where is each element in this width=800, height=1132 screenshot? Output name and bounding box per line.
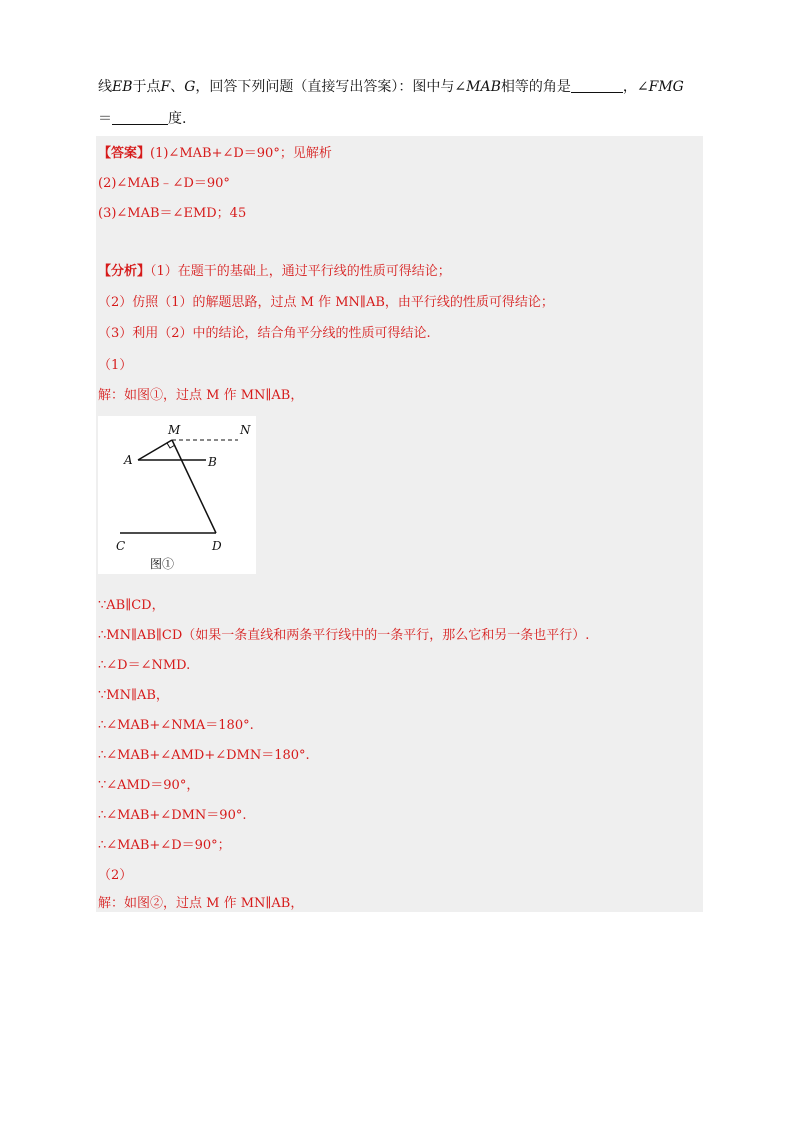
solution-1-intro: 解：如图①，过点 M 作 MN∥AB，	[98, 388, 304, 403]
geometry-diagram	[98, 416, 256, 574]
proof-line-1: ∵AB∥CD，	[98, 598, 165, 613]
label-d: D	[212, 539, 222, 553]
analysis-line-1	[98, 260, 451, 279]
answer-line-1	[98, 142, 332, 161]
answer-box	[96, 136, 703, 912]
label-a: A	[124, 453, 133, 467]
question-text: ，∠	[622, 79, 649, 95]
proof-line-9: ∴∠MAB+∠D＝90°；	[98, 838, 231, 853]
question-text: ＝	[98, 111, 112, 127]
question-text: 、	[170, 79, 185, 95]
question-line-1	[98, 76, 684, 96]
question-text: 度.	[168, 111, 187, 127]
proof-line-6: ∴∠MAB+∠AMD+∠DMN＝180°.	[98, 748, 310, 763]
angle-fmg: FMG	[648, 79, 684, 95]
analysis-tag: 【分析】	[98, 264, 151, 279]
answer-blank	[112, 110, 168, 125]
answer-text: (1)∠MAB+∠D＝90°；见解析	[150, 146, 332, 161]
solution-2-intro: 解：如图②，过点 M 作 MN∥AB，	[98, 896, 304, 911]
section-2-label: （2）	[98, 868, 133, 883]
question-text: 相等的角是	[500, 79, 571, 95]
proof-line-5: ∴∠MAB+∠NMA＝180°.	[98, 718, 254, 733]
figure-caption: 图①	[150, 557, 175, 571]
proof-line-4: ∵MN∥AB，	[98, 688, 169, 703]
question-text: ，回答下列问题（直接写出答案）：图中与∠	[195, 79, 467, 95]
label-n: N	[240, 423, 251, 437]
segment-md	[172, 440, 216, 533]
label-b: B	[208, 455, 217, 469]
proof-line-2: ∴MN∥AB∥CD（如果一条直线和两条平行线中的一条平行，那么它和另一条也平行）.	[98, 628, 590, 643]
question-line-2	[98, 108, 186, 128]
analysis-line-3: （3）利用（2）中的结论，结合角平分线的性质可得结论.	[98, 326, 431, 341]
proof-line-3: ∴∠D＝∠NMD.	[98, 658, 191, 673]
segment-eb: EB	[112, 79, 133, 95]
answer-blank	[571, 78, 623, 93]
answer-line-2: (2)∠MAB﹣∠D＝90°	[98, 176, 230, 191]
section-1-label: （1）	[98, 358, 133, 373]
proof-line-7: ∵∠AMD＝90°，	[98, 778, 200, 793]
angle-mab: MAB	[466, 79, 501, 95]
question-text: 线	[98, 79, 112, 95]
figure-1	[98, 416, 256, 574]
label-c: C	[116, 539, 126, 553]
segment-am	[138, 440, 172, 460]
answer-line-3: (3)∠MAB＝∠EMD；45	[98, 206, 247, 221]
label-m: M	[168, 423, 181, 437]
point-g: G	[184, 79, 196, 95]
analysis-text: （1）在题干的基础上，通过平行线的性质可得结论；	[150, 264, 451, 279]
analysis-line-2: （2）仿照（1）的解题思路，过点 M 作 MN∥AB，由平行线的性质可得结论；	[98, 295, 554, 310]
proof-line-8: ∴∠MAB+∠DMN＝90°.	[98, 808, 247, 823]
answer-tag: 【答案】	[98, 146, 151, 161]
point-f: F	[160, 79, 171, 95]
question-text: 于点	[132, 79, 161, 95]
